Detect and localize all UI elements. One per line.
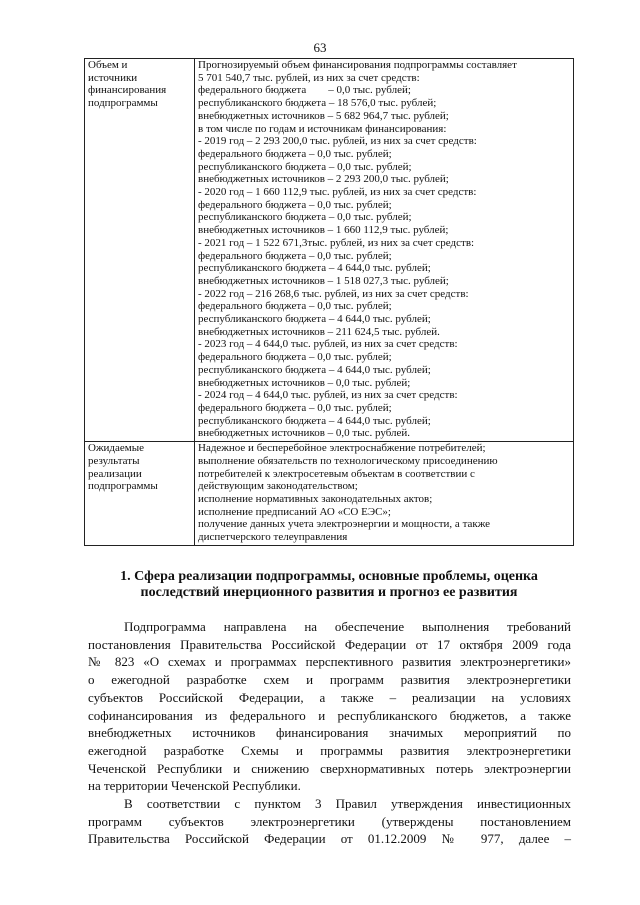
content-line: внебюджетных источников – 1 518 027,3 тыс. рублей; <box>198 274 449 287</box>
content-line: - 2023 год – 4 644,0 тыс. рублей, из них за счет средств: <box>198 338 458 351</box>
paragraph-line: программ субъектов электроэнергетики (утверждены постановлением <box>88 813 571 829</box>
content-line: действующим законодательством; <box>198 480 358 493</box>
paragraph-line: В соответствии с пунктом 3 Правил утверждения инвестиционных <box>124 796 571 812</box>
content-line: федерального бюджета – 0,0 тыс. рублей; <box>198 300 392 313</box>
content-line: потребителей к электросетевым объектам в соответствии с <box>198 467 475 480</box>
paragraph-line: Правительства Российской Федерации от 01.12.2009 № 977, далее – <box>88 831 571 847</box>
content-line: внебюджетных источников – 211 624,5 тыс. рублей. <box>198 325 440 338</box>
content-line: республиканского бюджета – 4 644,0 тыс. рублей; <box>198 363 431 376</box>
content-line: внебюджетных источников – 0,0 тыс. рублей. <box>198 427 411 440</box>
paragraph-line: внебюджетных источников финансирования значимых мероприятий по <box>88 725 571 741</box>
paragraph-line: ежегодной разработке Схемы и программы развития электроэнергетики <box>88 742 571 758</box>
subprogram-passport-table <box>84 58 574 546</box>
paragraph-line: № 823 «О схемах и программах перспективного развития электроэнергетики» <box>88 654 571 670</box>
content-line: внебюджетных источников – 0,0 тыс. рублей; <box>198 376 411 389</box>
row-label-expected-results <box>85 442 195 546</box>
content-line: - 2024 год – 4 644,0 тыс. рублей, из них за счет средств: <box>198 389 458 402</box>
label-line: реализации <box>88 467 142 480</box>
paragraph-line: постановления Правительства Российской Федерации от 17 октября 2009 года <box>88 636 571 652</box>
content-line: республиканского бюджета – 18 576,0 тыс. рублей; <box>198 97 437 110</box>
content-line: федерального бюджета – 0,0 тыс. рублей; <box>198 147 392 160</box>
content-line: федерального бюджета – 0,0 тыс. рублей; <box>198 198 392 211</box>
row-label-financing <box>85 59 195 442</box>
content-line: - 2020 год – 1 660 112,9 тыс. рублей, из них за счет средств: <box>198 186 477 199</box>
section-heading <box>84 569 574 601</box>
content-line: Надежное и бесперебойное электроснабжение потребителей; <box>198 442 486 455</box>
content-line: исполнение предписаний АО «СО ЕЭС»; <box>198 505 391 518</box>
content-line: федерального бюджета – 0,0 тыс. рублей; <box>198 401 392 414</box>
content-line: 5 701 540,7 тыс. рублей, из них за счет средств: <box>198 71 420 84</box>
content-line: получение данных учета электроэнергии и мощности, а также <box>198 518 491 531</box>
paragraph-line: Чеченской Республики и снижению сверхнормативных потерь электроэнергии <box>88 760 571 776</box>
label-line: подпрограммы <box>88 480 158 493</box>
content-line: федерального бюджета – 0,0 тыс. рублей; <box>198 249 392 262</box>
paragraph-line: субъектов Российской Федерации, а также – реализации на условиях <box>88 689 571 705</box>
content-line: внебюджетных источников – 2 293 200,0 тыс. рублей; <box>198 173 449 186</box>
label-line: результаты <box>88 454 140 467</box>
content-line: диспетчерского телеуправления <box>198 531 348 544</box>
content-line: исполнение нормативных законодательных актов; <box>198 492 433 505</box>
row-content-financing <box>195 59 574 442</box>
content-line: республиканского бюджета – 0,0 тыс. рублей; <box>198 211 412 224</box>
section-heading-line: 1. Сфера реализации подпрограммы, основные проблемы, оценка <box>120 569 538 584</box>
content-line: - 2021 год – 1 522 671,3тыс. рублей, из них за счет средств: <box>198 236 475 249</box>
paragraph-line: на территории Чеченской Республики. <box>88 778 301 794</box>
content-line: - 2019 год – 2 293 200,0 тыс. рублей, из них за счет средств: <box>198 135 477 148</box>
table-row-expected-results <box>85 442 574 546</box>
content-line: внебюджетных источников – 5 682 964,7 тыс. рублей; <box>198 109 449 122</box>
label-line: Объем и <box>88 59 128 71</box>
page-number: 63 <box>313 40 327 55</box>
content-line: выполнение обязательств по технологическому присоединению <box>198 454 498 467</box>
content-line: республиканского бюджета – 4 644,0 тыс. рублей; <box>198 262 431 275</box>
row-content-expected-results <box>195 442 574 546</box>
content-line: республиканского бюджета – 4 644,0 тыс. рублей; <box>198 414 431 427</box>
body-text <box>88 618 571 848</box>
paragraph-line: о ежегодной разработке схем и программ развития электроэнергетики <box>88 672 571 688</box>
paragraph-line: Подпрограмма направлена на обеспечение выполнения требований <box>124 619 571 634</box>
content-line: - 2022 год – 216 268,6 тыс. рублей, из них за счет средств: <box>198 287 469 300</box>
paragraph-line: софинансирования из федерального и республиканского бюджетов, а также <box>88 707 571 723</box>
table-row-financing <box>85 59 574 442</box>
label-line: подпрограммы <box>88 97 158 110</box>
label-line: источники <box>88 71 138 84</box>
content-line: республиканского бюджета – 0,0 тыс. рублей; <box>198 160 412 173</box>
content-line: федерального бюджета – 0,0 тыс. рублей; <box>198 84 411 97</box>
section-heading-line: последствий инерционного развития и прогноз ее развития <box>140 585 518 600</box>
content-line: федерального бюджета – 0,0 тыс. рублей; <box>198 351 392 364</box>
label-line: финансирования <box>88 84 167 97</box>
label-line: Ожидаемые <box>88 442 145 455</box>
content-line: в том числе по годам и источникам финансирования: <box>198 122 447 135</box>
content-line: республиканского бюджета – 4 644,0 тыс. рублей; <box>198 313 431 326</box>
content-line: внебюджетных источников – 1 660 112,9 тыс. рублей; <box>198 224 449 237</box>
content-line: Прогнозируемый объем финансирования подпрограммы составляет <box>198 59 517 71</box>
